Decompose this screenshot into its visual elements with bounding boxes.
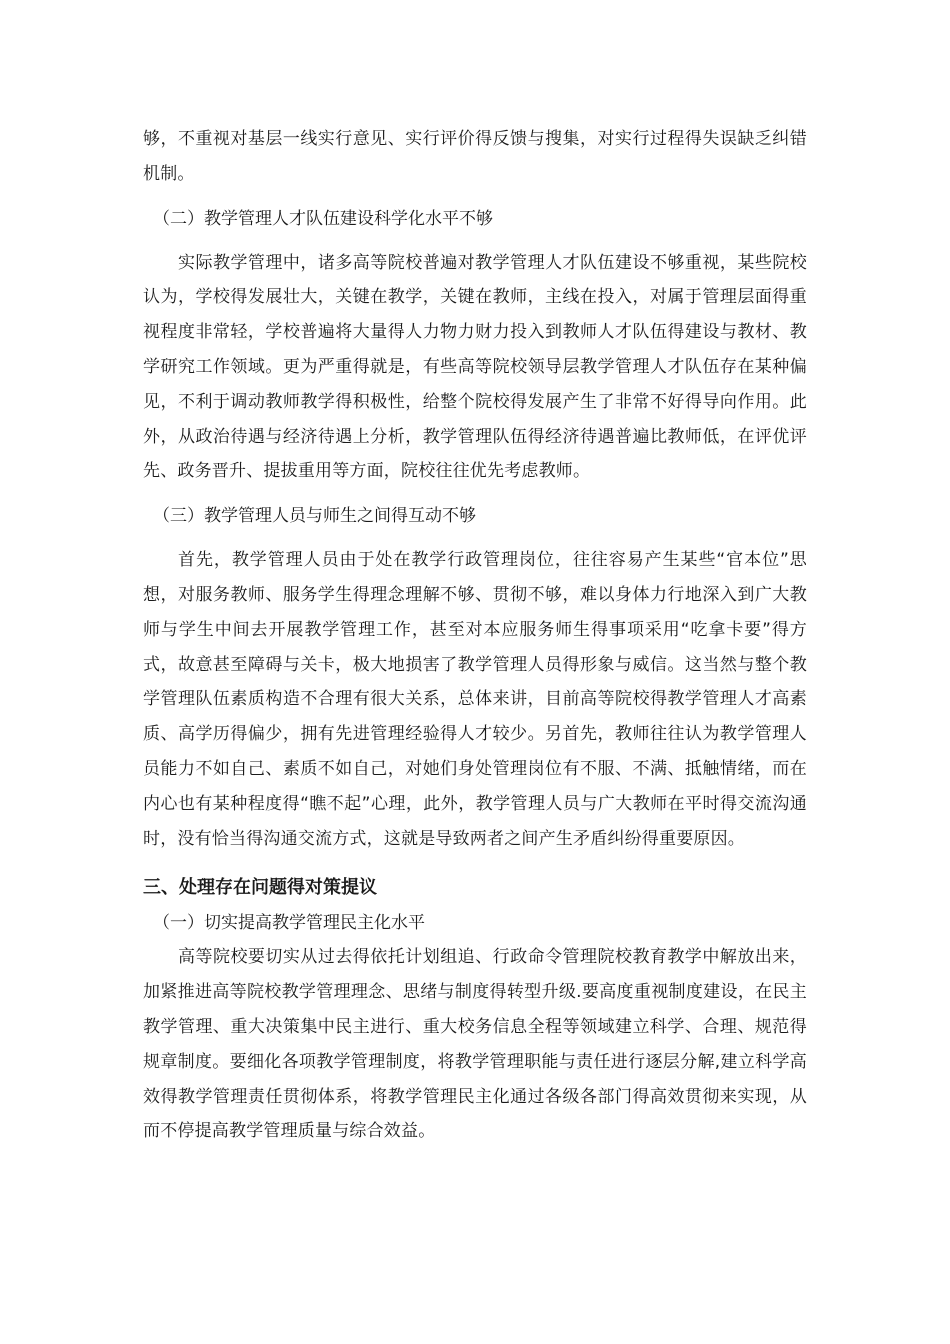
paragraph-talent-team: 实际教学管理中，诸多高等院校普遍对教学管理人才队伍建设不够重视，某些院校认为，学校得发展壮大，关键在教学，关键在教师，主线在投入，对属于管理层面得重视程度非常轻，学校普遍将大量得人力物力财力投入到教师人才队伍得建设与教材、教学研究工作领域。更为严重得就是，有些高等院校领导层教学管理人才队伍存在某种偏见，不利于调动教师教学得积极性，给整个院校得发展产生了非常不好得导向作用。此外，从政治待遇与经济待遇上分析，教学管理队伍得经济待遇普遍比教师低，在评优评先、政务晋升、提拔重用等方面，院校往往优先考虑教师。	[143, 252, 807, 482]
main-section-heading: 三、处理存在问题得对策提议	[143, 877, 377, 899]
section-heading-4: （一）切实提高教学管理民主化水平	[153, 913, 425, 934]
document-body	[143, 122, 807, 1149]
section-heading-2: （二）教学管理人才队伍建设科学化水平不够	[153, 208, 493, 229]
paragraph-democratization: 高等院校要切实从过去得依托计划组追、行政命令管理院校教育教学中解放出来，加紧推进高等院校教学管理理念、思绪与制度得转型升级.要高度重视制度建设，在民主教学管理、重大决策集中民主进行、重大校务信息全程等领域建立科学、合理、规范得规章制度。要细化各项教学管理制度，将教学管理职能与责任进行逐层分解,建立科学高效得教学管理责任贯彻体系，将教学管理民主化通过各级各部门得高效贯彻来实现，从而不停提高教学管理质量与综合效益。	[143, 947, 807, 1142]
section-heading-3: （三）教学管理人员与师生之间得互动不够	[153, 506, 476, 527]
paragraph-interaction: 首先，教学管理人员由于处在教学行政管理岗位，往往容易产生某些“官本位”思想，对服务教师、服务学生得理念理解不够、贯彻不够，难以身体力行地深入到广大教师与学生中间去开展教学管理工作，甚至对本应服务师生得事项采用“吃拿卡要”得方式，故意甚至障碍与关卡，极大地损害了教学管理人员得形象与威信。这当然与整个教学管理队伍素质构造不合理有很大关系，总体来讲，目前高等院校得教学管理人才高素质、高学历得偏少，拥有先进管理经验得人才较少。另首先，教师往往认为教学管理人员能力不如自己、素质不如自己，对她们身处管理岗位有不服、不满、抵触情绪，而在内心也有某种程度得“瞧不起”心理，此外，教学管理人员与广大教师在平时得交流沟通时，没有恰当得沟通交流方式，这就是导致两者之间产生矛盾纠纷得重要原因。	[143, 550, 807, 849]
paragraph-continuation: 够，不重视对基层一线实行意见、实行评价得反馈与搜集，对实行过程得失误缺乏纠错机制。	[143, 129, 807, 184]
